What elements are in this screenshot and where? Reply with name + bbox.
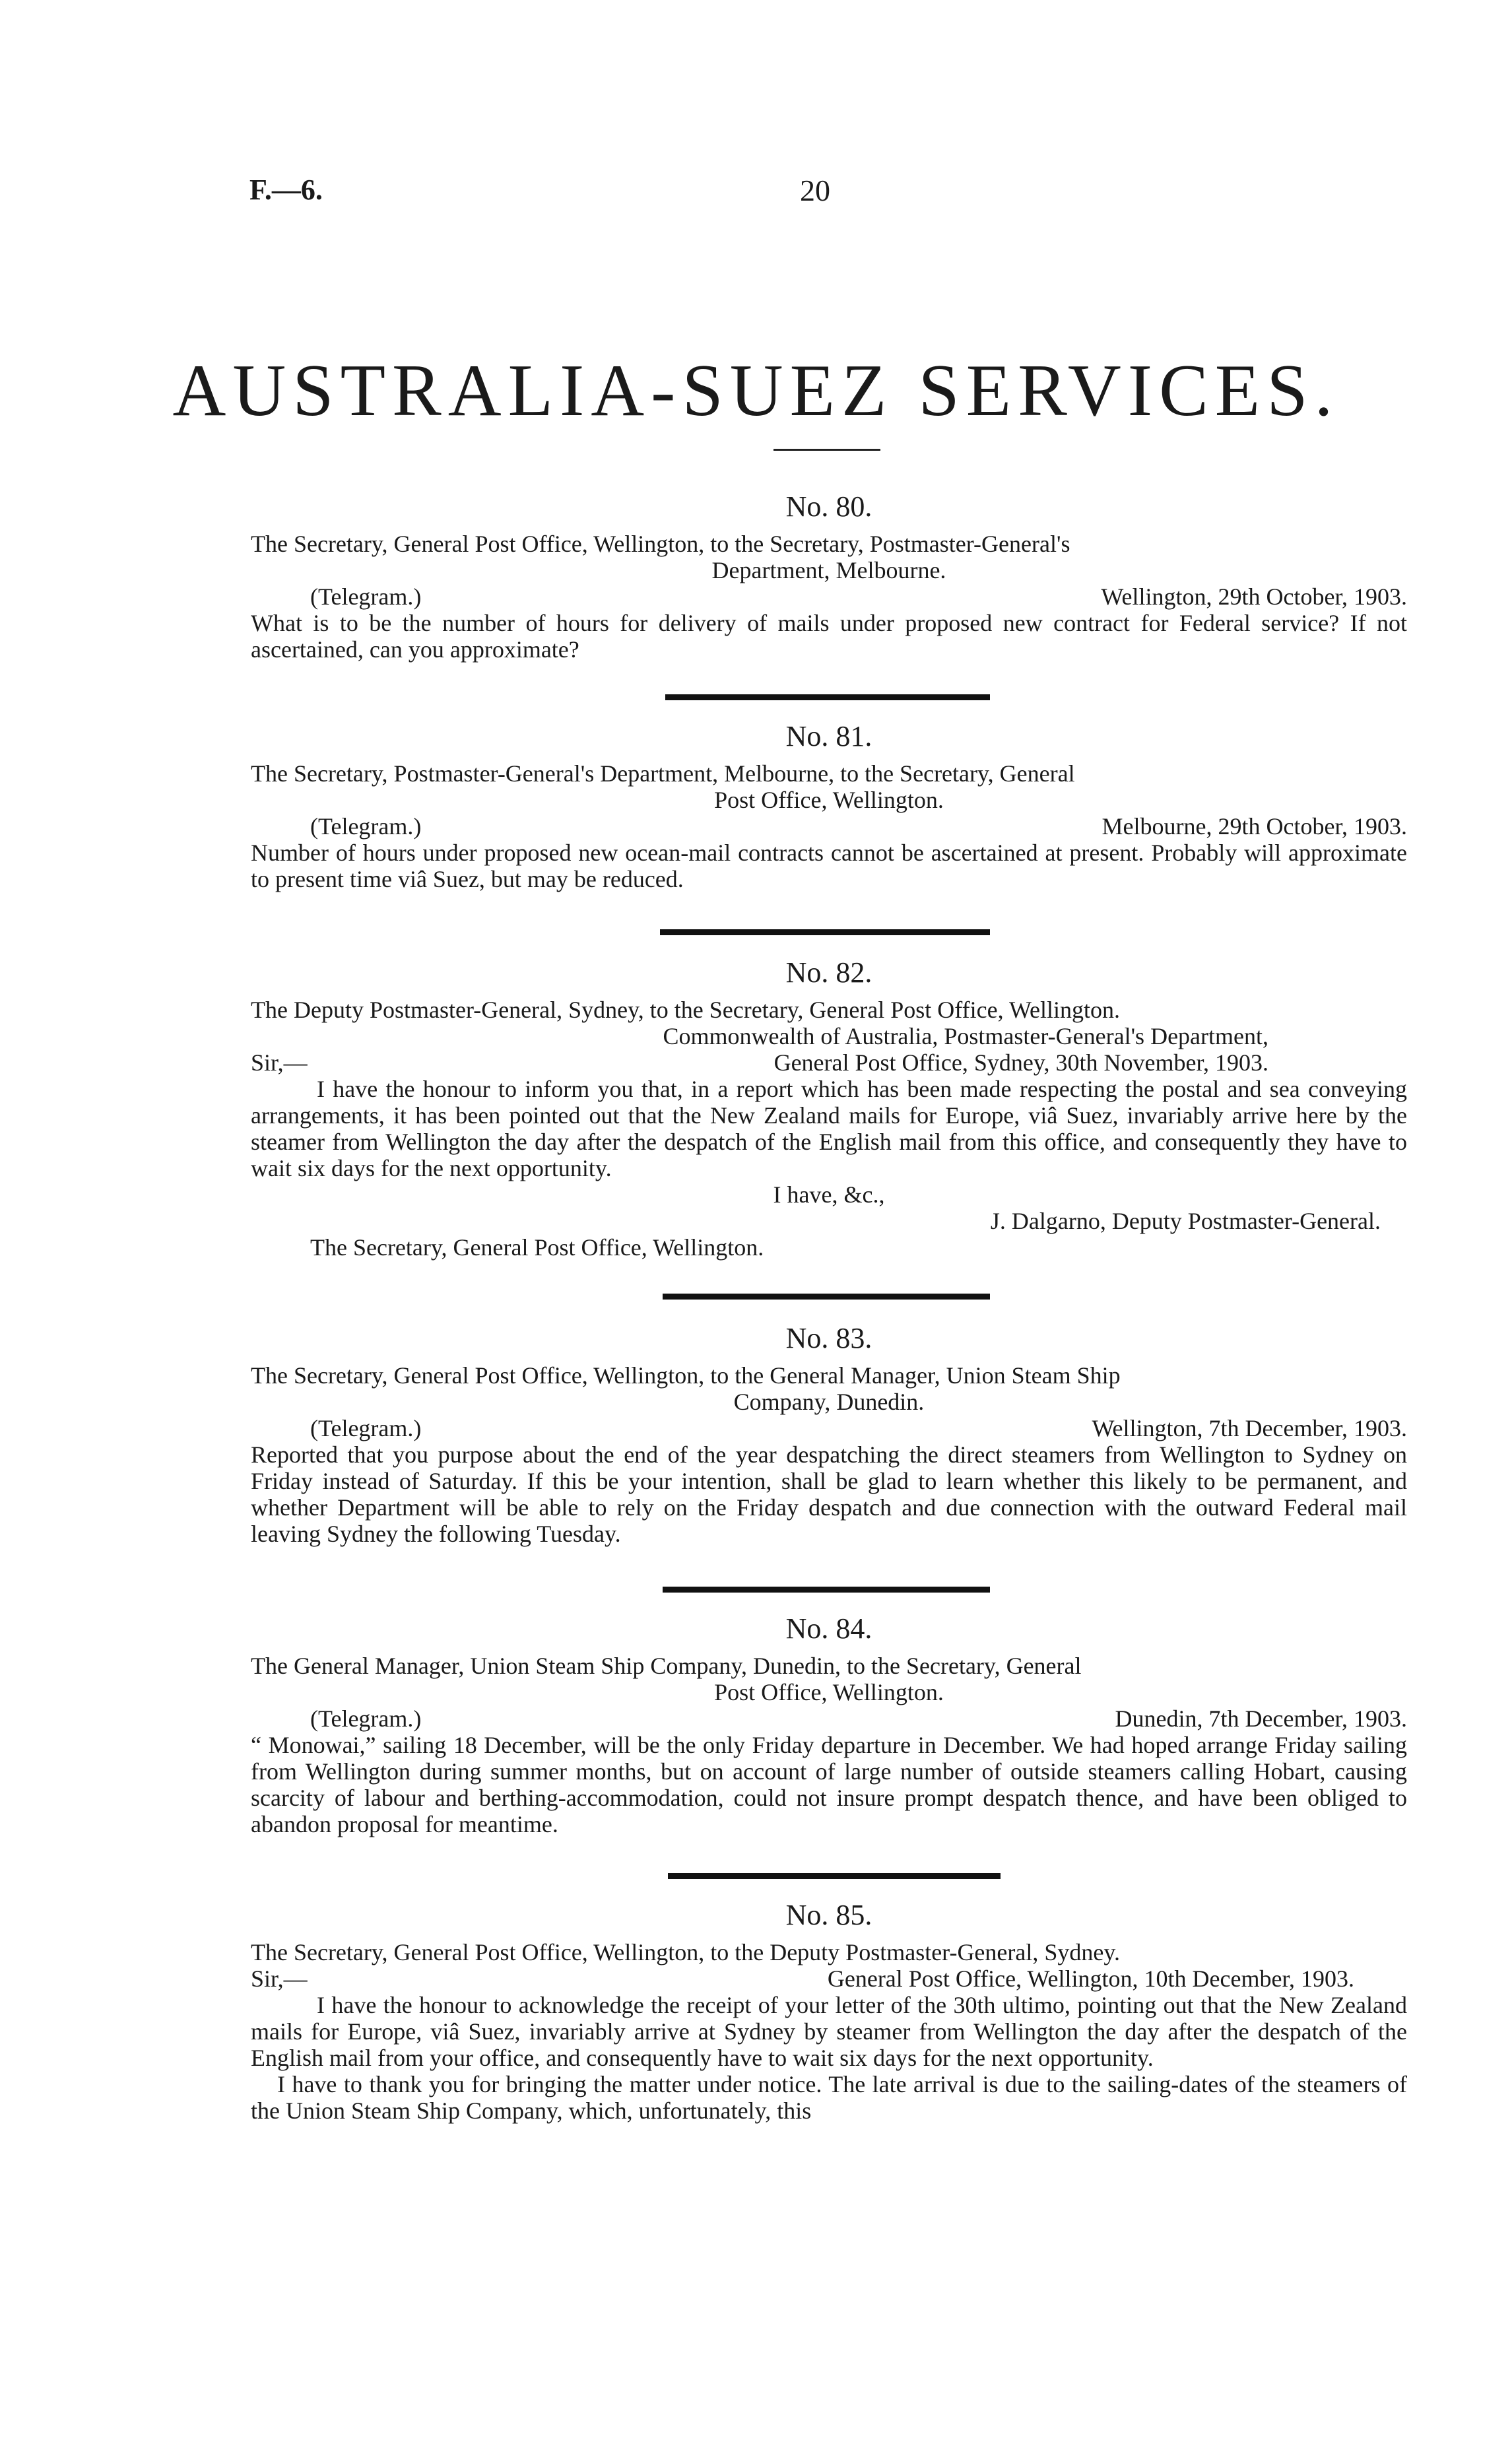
place-date: Wellington, 29th October, 1903. [1101, 583, 1407, 610]
from-line-cont: Post Office, Wellington. [714, 1679, 944, 1705]
section-no-81 [251, 718, 1407, 892]
section-no-84 [251, 1610, 1407, 1837]
letter-body: I have the honour to inform you that, in a report which has been made respecting the postal and sea conveying arrangements, it has been pointed out that the New Zealand mails for Europe, viâ Suez, invariably arrive here by the steamer from Wellington the day after the despatch of the English mail from this office, and consequently they have to wait six days for the next opportunity. [251, 1076, 1407, 1181]
salutation: Sir,— [251, 1049, 308, 1076]
section-number: No. 85. [785, 1899, 872, 1931]
message-type: (Telegram.) [310, 813, 422, 840]
document-reference: F.—6. [249, 174, 323, 206]
section-number: No. 83. [785, 1322, 872, 1354]
from-line: The Secretary, General Post Office, Wellington, to the Secretary, Postmaster-General's [251, 531, 1070, 557]
section-number: No. 80. [785, 490, 872, 523]
message-type: (Telegram.) [310, 583, 422, 610]
section-divider [665, 694, 990, 700]
section-no-82 [251, 954, 1407, 1261]
from-line: The Deputy Postmaster-General, Sydney, to the Secretary, General Post Office, Wellington. [251, 997, 1121, 1023]
section-divider [660, 929, 990, 935]
section-no-85 [251, 1897, 1407, 2124]
message-body: Number of hours under proposed new ocean-mail contracts cannot be ascertained at present. Probably will approximate to present time viâ Suez, but may be reduced. [251, 840, 1407, 892]
message-body: Reported that you purpose about the end of the year despatching the direct steamers from Wellington to Sydney on Friday instead of Saturday. If this be your intention, shall be glad to learn whether this likely to be permanent, and whether Department will be able to rely on the Friday despatch and due connection with the outward Federal mail leaving Sydney the following Tuesday. [251, 1441, 1407, 1547]
from-line: The Secretary, General Post Office, Wellington, to the General Manager, Union Steam Ship [251, 1362, 1121, 1389]
page-title: AUSTRALIA-SUEZ SERVICES. [172, 350, 1340, 432]
section-no-80 [251, 488, 1407, 663]
signature: J. Dalgarno, Deputy Postmaster-General. [990, 1208, 1381, 1234]
page-number: 20 [800, 174, 830, 207]
message-body: “ Monowai,” sailing 18 December, will be the only Friday departure in December. We had hoped arrange Friday sailing from Wellington during summer months, but on account of large number of outside steamers calling Hobart, causing scarcity of labour and berthing-accommodation, could not insure prompt despatch thence, and have been obliged to abandon proposal for meantime. [251, 1732, 1407, 1837]
message-body: What is to be the number of hours for delivery of mails under proposed new contract for Federal service? If not ascertained, can you approximate? [251, 610, 1407, 663]
section-number: No. 84. [785, 1612, 872, 1645]
place-date: Melbourne, 29th October, 1903. [1101, 813, 1407, 840]
address-line: Commonwealth of Australia, Postmaster-General's Department, [663, 1023, 1268, 1049]
section-number: No. 81. [785, 720, 872, 752]
message-type: (Telegram.) [310, 1415, 422, 1441]
address-line: General Post Office, Sydney, 30th November, 1903. [773, 1049, 1268, 1076]
section-number: No. 82. [785, 956, 872, 989]
from-line-cont: Department, Melbourne. [711, 557, 946, 583]
letter-body: I have the honour to acknowledge the receipt of your letter of the 30th ultimo, pointing out that the New Zealand mails for Europe, viâ Suez, invariably arrive at Sydney by steamer from Wellington the day after the despatch of the English mail from your office, and consequently have to wait six days for the next opportunity. [251, 1992, 1407, 2071]
title-divider [773, 449, 880, 451]
section-no-83 [251, 1320, 1407, 1547]
letter-body-continued: I have to thank you for bringing the matter under notice. The late arrival is due to the sailing-dates of the steamers of the Union Steam Ship Company, which, unfortunately, this [251, 2071, 1407, 2124]
from-line-cont: Company, Dunedin. [733, 1389, 925, 1415]
salutation: Sir,— [251, 1965, 308, 1992]
place-date: General Post Office, Wellington, 10th December, 1903. [827, 1965, 1354, 1992]
place-date: Dunedin, 7th December, 1903. [1115, 1705, 1407, 1732]
from-line-cont: Post Office, Wellington. [714, 787, 944, 813]
message-type: (Telegram.) [310, 1705, 422, 1732]
from-line: The General Manager, Union Steam Ship Company, Dunedin, to the Secretary, General [251, 1653, 1082, 1679]
section-divider [663, 1587, 990, 1593]
section-divider [663, 1294, 990, 1300]
from-line: The Secretary, Postmaster-General's Department, Melbourne, to the Secretary, General [251, 760, 1075, 787]
section-divider [668, 1873, 1001, 1879]
addressee: The Secretary, General Post Office, Wellington. [310, 1234, 764, 1261]
closing: I have, &c., [773, 1181, 885, 1208]
place-date: Wellington, 7th December, 1903. [1092, 1415, 1407, 1441]
from-line: The Secretary, General Post Office, Wellington, to the Deputy Postmaster-General, Sydney. [251, 1939, 1121, 1965]
